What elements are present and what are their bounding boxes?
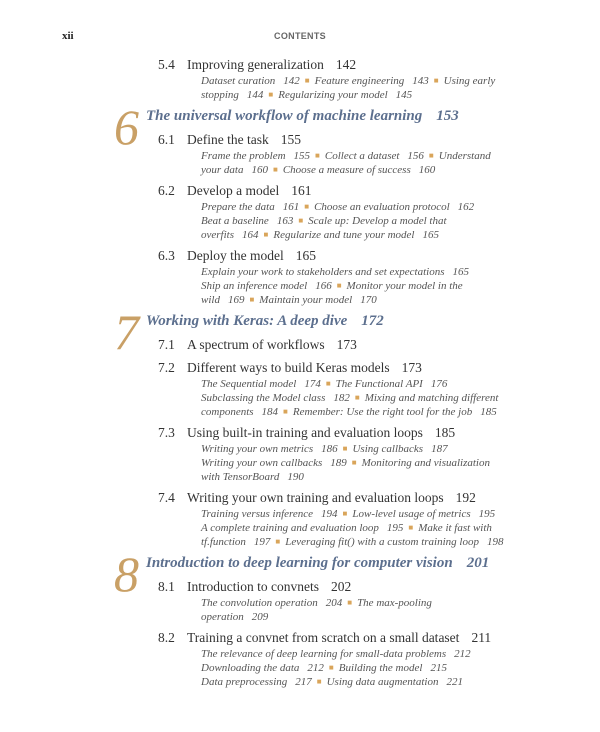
subtopic-line	[201, 163, 600, 177]
subtopic-line	[201, 535, 600, 549]
section-page: 155	[280, 132, 301, 147]
bullet-separator: ■	[315, 151, 320, 160]
subtopic-list	[201, 149, 600, 177]
subtopic-title[interactable]: Beat a baseline	[201, 215, 269, 227]
subtopic-title[interactable]: your data	[201, 164, 244, 176]
section-entry	[0, 130, 600, 177]
subtopic-title[interactable]: Downloading the data	[201, 662, 300, 674]
subtopic-page: 163	[276, 215, 294, 227]
subtopic-page: 165	[452, 266, 469, 278]
bullet-separator: ■	[351, 458, 357, 467]
section-heading[interactable]	[0, 130, 600, 149]
bullet-separator: ■	[328, 663, 334, 672]
bullet-separator: ■	[325, 379, 331, 388]
subtopic-page: 185	[480, 406, 497, 418]
section-page: 142	[335, 57, 357, 72]
section-title	[187, 423, 455, 442]
subtopic-line	[201, 88, 600, 102]
subtopic-line	[201, 456, 600, 470]
section-title-text: Writing your own training and evaluation loops	[187, 490, 444, 505]
section-title-text: Introduction to convnets	[187, 579, 319, 594]
subtopic-title[interactable]: The convolution operation	[201, 597, 318, 609]
subtopic-page: 195	[386, 522, 404, 534]
chapter-number: 6	[114, 99, 139, 155]
subtopic-line	[201, 279, 600, 293]
section-heading[interactable]	[0, 577, 600, 596]
subtopic-title[interactable]: Subclassing the Model class	[201, 392, 326, 404]
section-title	[187, 358, 422, 377]
subtopic-title[interactable]: Monitor your model in the	[346, 280, 463, 292]
subtopic-page: 187	[431, 443, 448, 455]
subtopic-title[interactable]: with TensorBoard	[201, 471, 280, 483]
subtopic-page: 162	[457, 201, 475, 213]
section-page: 185	[434, 425, 456, 440]
subtopic-page: 155	[293, 150, 311, 162]
chapter-title-text: Introduction to deep learning for computer vision	[146, 555, 453, 571]
subtopic-page: 212	[454, 648, 471, 660]
section-title	[187, 130, 301, 149]
bullet-separator: ■	[263, 230, 269, 239]
subtopic-page: 204	[325, 597, 343, 609]
bullet-separator: ■	[283, 407, 288, 416]
subtopic-page: 215	[430, 662, 447, 674]
section-entry	[0, 335, 600, 354]
section-number: 7.2	[158, 360, 175, 375]
subtopic-title[interactable]: A complete training and evaluation loop	[201, 522, 379, 534]
subtopic-title[interactable]: Frame the problem	[201, 150, 286, 162]
subtopic-page: 170	[360, 294, 377, 306]
subtopic-line	[201, 200, 600, 214]
subtopic-line	[201, 265, 600, 279]
subtopic-title[interactable]: The max-pooling	[357, 597, 432, 609]
bullet-separator: ■	[304, 76, 310, 85]
section-title	[187, 335, 357, 354]
subtopic-title[interactable]: Data preprocessing	[201, 676, 288, 688]
subtopic-line	[201, 610, 600, 624]
bullet-separator: ■	[268, 90, 274, 99]
subtopic-list	[201, 507, 600, 549]
section-number: 8.1	[158, 579, 175, 594]
chapter-page: 153	[436, 108, 459, 124]
subtopic-list	[201, 647, 600, 689]
section-number: 6.1	[158, 132, 175, 147]
subtopic-title[interactable]: tf.function	[201, 536, 246, 548]
subtopic-page: 190	[287, 471, 304, 483]
subtopic-title[interactable]: components	[201, 406, 254, 418]
bullet-separator: ■	[433, 76, 439, 85]
section-heading[interactable]	[0, 423, 600, 442]
subtopic-title[interactable]: Regularizing your model	[278, 89, 388, 101]
section-number: 7.4	[158, 490, 175, 505]
subtopic-line	[201, 675, 600, 689]
chapter-page: 201	[466, 555, 490, 571]
chapter-page: 172	[361, 313, 384, 329]
subtopic-page: 160	[418, 164, 436, 176]
subtopic-title[interactable]: Prepare the data	[201, 201, 275, 213]
subtopic-page: 145	[395, 89, 413, 101]
subtopic-title[interactable]: The relevance of deep learning for small-data problems	[201, 648, 447, 660]
section-heading[interactable]	[0, 488, 600, 507]
section-title-text: Develop a model	[187, 183, 280, 198]
subtopic-title[interactable]: The Functional API	[335, 378, 423, 390]
section-title-text: Improving generalization	[187, 57, 324, 72]
section-heading[interactable]	[0, 246, 600, 265]
table-of-contents	[0, 55, 600, 693]
subtopic-page: 186	[321, 443, 338, 455]
subtopic-page: 174	[304, 378, 321, 390]
section-page: 192	[455, 490, 476, 505]
subtopic-page: 212	[307, 662, 324, 674]
section-number: 8.2	[158, 630, 175, 645]
subtopic-page: 166	[315, 280, 332, 292]
bullet-separator: ■	[428, 151, 434, 160]
section-title-text: A spectrum of workflows	[187, 337, 325, 352]
section-title-text: Define the task	[187, 132, 269, 147]
chapter-number: 8	[114, 546, 139, 602]
section-entry	[0, 628, 600, 689]
section-entry	[0, 55, 600, 102]
chapter-title[interactable]	[146, 108, 459, 125]
subtopic-page: 209	[251, 611, 269, 623]
section-number: 6.3	[158, 248, 175, 263]
section-heading[interactable]	[0, 358, 600, 377]
subtopic-page: 189	[330, 457, 347, 469]
section-title	[187, 246, 316, 265]
bullet-separator: ■	[347, 598, 353, 607]
section-heading[interactable]	[0, 181, 600, 200]
subtopic-line	[201, 293, 600, 307]
chapter-title[interactable]	[146, 313, 384, 330]
page-number: xii	[62, 30, 74, 42]
subtopic-list	[201, 442, 600, 484]
subtopic-line	[201, 74, 600, 88]
section-title	[187, 55, 356, 74]
chapter-title[interactable]	[146, 555, 489, 572]
section-number: 7.3	[158, 425, 175, 440]
section-page: 161	[291, 183, 312, 198]
section-number: 7.1	[158, 337, 175, 352]
section-title-text: Deploy the model	[187, 248, 284, 263]
subtopic-title[interactable]: Ship an inference model	[201, 280, 308, 292]
subtopic-title[interactable]: The Sequential model	[201, 378, 297, 390]
subtopic-page: 142	[283, 75, 300, 87]
section-page: 211	[471, 630, 492, 645]
section-page: 173	[401, 360, 422, 375]
section-number: 6.2	[158, 183, 175, 198]
bullet-separator: ■	[249, 295, 255, 304]
bullet-separator: ■	[408, 523, 414, 532]
subtopic-page: 144	[246, 89, 264, 101]
section-heading[interactable]	[0, 628, 600, 647]
subtopic-page: 184	[261, 406, 279, 418]
subtopic-title[interactable]: Training versus inference	[201, 508, 314, 520]
subtopic-title[interactable]: Low-level usage of metrics	[352, 508, 471, 520]
section-title	[187, 628, 491, 647]
subtopic-title[interactable]: stopping	[201, 89, 239, 101]
section-title-text: Training a convnet from scratch on a small dataset	[187, 630, 460, 645]
subtopic-line	[201, 377, 600, 391]
section-entry	[0, 423, 600, 484]
subtopic-title[interactable]: Make it fast with	[418, 522, 492, 534]
subtopic-list	[201, 596, 600, 624]
bullet-separator: ■	[342, 444, 348, 453]
subtopic-title[interactable]: operation	[201, 611, 244, 623]
bullet-separator: ■	[272, 165, 278, 174]
section-number: 5.4	[158, 57, 175, 72]
subtopic-line	[201, 507, 600, 521]
section-entry	[0, 577, 600, 624]
section-entry	[0, 358, 600, 419]
subtopic-page: 197	[253, 536, 271, 548]
subtopic-line	[201, 661, 600, 675]
subtopic-page: 165	[422, 229, 439, 241]
subtopic-title[interactable]: Choose a measure of success	[282, 164, 411, 176]
section-title-text: Different ways to build Keras models	[187, 360, 390, 375]
subtopic-page: 161	[282, 201, 300, 213]
section-title	[187, 577, 351, 596]
subtopic-title[interactable]: Remember: Use the right tool for the job	[292, 406, 473, 418]
subtopic-title[interactable]: Monitoring and visualization	[361, 457, 490, 469]
subtopic-title[interactable]: Choose an evaluation protocol	[314, 201, 450, 213]
subtopic-line	[201, 470, 600, 484]
subtopic-title[interactable]: wild	[201, 294, 220, 306]
subtopic-title[interactable]: Maintain your model	[259, 294, 353, 306]
bullet-separator: ■	[336, 281, 342, 290]
bullet-separator: ■	[316, 677, 322, 686]
chapter-title-text: Working with Keras: A deep dive	[146, 313, 348, 329]
subtopic-title[interactable]: Using data augmentation	[326, 676, 439, 688]
subtopic-title[interactable]: Regularize and tune your model	[273, 229, 415, 241]
subtopic-page: 169	[227, 294, 245, 306]
subtopic-title[interactable]: Collect a dataset	[324, 150, 400, 162]
section-heading[interactable]	[0, 55, 600, 74]
subtopic-page: 143	[412, 75, 429, 87]
subtopic-title[interactable]: Feature engineering	[314, 75, 405, 87]
bullet-separator: ■	[354, 393, 360, 402]
subtopic-title[interactable]: Explain your work to stakeholders and set expectations	[201, 266, 445, 278]
subtopic-title[interactable]: Using early	[443, 75, 496, 87]
subtopic-line	[201, 391, 600, 405]
section-title-text: Using built-in training and evaluation loops	[187, 425, 423, 440]
subtopic-page: 160	[251, 164, 268, 176]
subtopic-title[interactable]: Understand	[438, 150, 491, 162]
chapter-title-text: The universal workflow of machine learning	[146, 108, 423, 124]
subtopic-line	[201, 647, 600, 661]
subtopic-page: 221	[446, 676, 463, 688]
subtopic-title[interactable]: Mixing and matching different	[364, 392, 499, 404]
subtopic-line	[201, 596, 600, 610]
running-head: CONTENTS	[274, 31, 326, 41]
subtopic-page: 164	[242, 229, 259, 241]
subtopic-page: 194	[321, 508, 338, 520]
subtopic-line	[201, 228, 600, 242]
subtopic-list	[201, 200, 600, 242]
bullet-separator: ■	[275, 537, 281, 546]
subtopic-list	[201, 265, 600, 307]
bullet-separator: ■	[342, 509, 348, 518]
section-entry	[0, 488, 600, 549]
subtopic-page: 195	[478, 508, 496, 520]
section-page: 173	[336, 337, 357, 352]
subtopic-page: 156	[407, 150, 424, 162]
subtopic-page: 182	[333, 392, 350, 404]
subtopic-title[interactable]: Building the model	[338, 662, 423, 674]
subtopic-title[interactable]: Writing your own metrics	[201, 443, 314, 455]
subtopic-title[interactable]: Dataset curation	[201, 75, 276, 87]
subtopic-title[interactable]: Scale up: Develop a model that	[308, 215, 447, 227]
section-page: 202	[330, 579, 352, 594]
section-title	[187, 181, 311, 200]
bullet-separator: ■	[304, 202, 310, 211]
section-entry	[0, 181, 600, 242]
section-page: 165	[295, 248, 316, 263]
chapter-number: 7	[114, 304, 139, 360]
subtopic-page: 176	[430, 378, 448, 390]
subtopic-line	[201, 149, 600, 163]
subtopic-list	[201, 74, 600, 102]
subtopic-line	[201, 442, 600, 456]
subtopic-title[interactable]: Leveraging fit() with a custom training loop	[285, 536, 479, 548]
subtopic-line	[201, 521, 600, 535]
bullet-separator: ■	[298, 216, 304, 225]
section-entry	[0, 246, 600, 307]
subtopic-title[interactable]: Writing your own callbacks	[201, 457, 323, 469]
subtopic-page: 217	[295, 676, 312, 688]
subtopic-title[interactable]: overfits	[201, 229, 234, 241]
subtopic-list	[201, 377, 600, 419]
subtopic-page: 198	[486, 536, 504, 548]
section-heading[interactable]	[0, 335, 600, 354]
subtopic-line	[201, 214, 600, 228]
section-title	[187, 488, 476, 507]
subtopic-line	[201, 405, 600, 419]
subtopic-title[interactable]: Using callbacks	[352, 443, 424, 455]
